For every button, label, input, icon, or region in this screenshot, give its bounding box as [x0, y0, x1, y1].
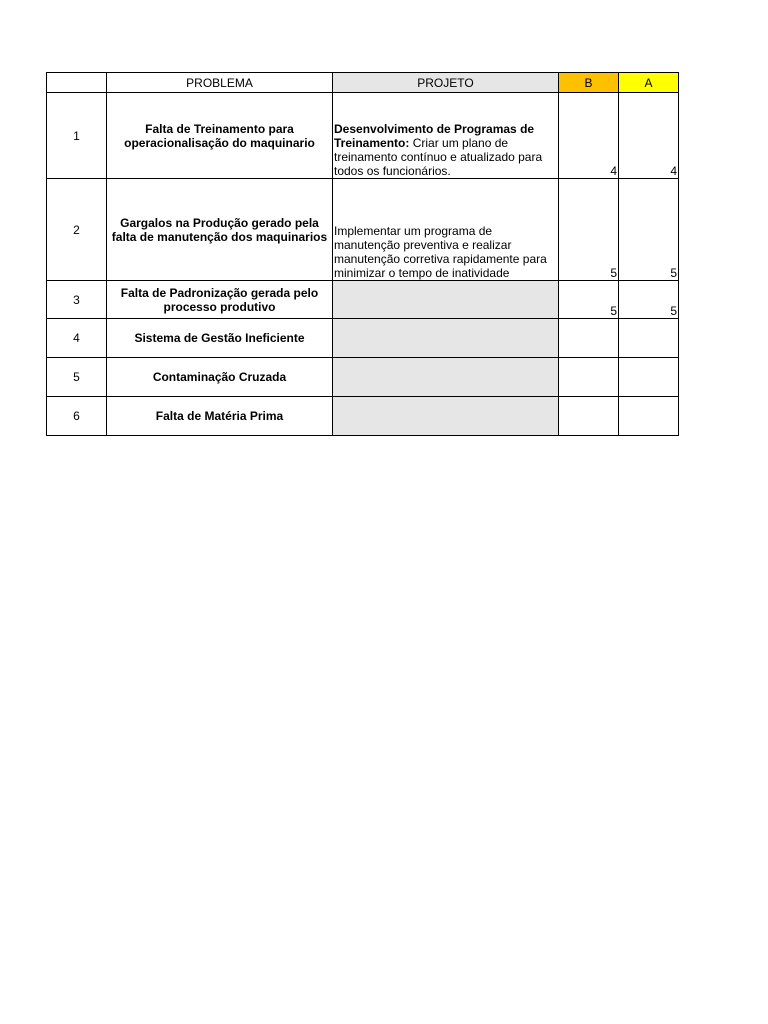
row-number-cell[interactable]: 6: [47, 397, 107, 436]
project-title-text: Desenvolvimento de Programas de Treinamento:: [334, 122, 535, 150]
score-a-cell[interactable]: [619, 397, 679, 436]
row-number-cell[interactable]: 3: [47, 281, 107, 319]
problem-cell[interactable]: Sistema de Gestão Ineficiente: [107, 319, 333, 358]
table-row: [47, 281, 679, 319]
row-number-cell[interactable]: 4: [47, 319, 107, 358]
score-b-cell[interactable]: [559, 358, 619, 397]
row-number-cell[interactable]: 5: [47, 358, 107, 397]
score-a-cell[interactable]: [619, 358, 679, 397]
score-b-cell[interactable]: [559, 319, 619, 358]
score-b-cell[interactable]: 5: [559, 179, 619, 281]
table-row: [47, 319, 679, 358]
score-a-cell[interactable]: [619, 319, 679, 358]
score-b-cell[interactable]: [559, 397, 619, 436]
problem-cell[interactable]: Gargalos na Produção gerado pela falta de manutenção dos maquinarios: [107, 179, 333, 281]
project-cell[interactable]: [333, 93, 559, 179]
table-row: [47, 397, 679, 436]
table-row: [47, 93, 679, 179]
row-number-cell[interactable]: 2: [47, 179, 107, 281]
spreadsheet-table: [46, 72, 679, 436]
project-cell[interactable]: [333, 358, 559, 397]
project-cell[interactable]: [333, 179, 559, 281]
problem-cell[interactable]: Falta de Matéria Prima: [107, 397, 333, 436]
score-b-cell[interactable]: 5: [559, 281, 619, 319]
header-cell-b[interactable]: B: [559, 73, 619, 93]
table-row: [47, 179, 679, 281]
problem-cell[interactable]: Falta de Padronização gerada pelo processo produtivo: [107, 281, 333, 319]
score-b-cell[interactable]: 4: [559, 93, 619, 179]
header-row: [47, 73, 679, 93]
header-cell-problema[interactable]: PROBLEMA: [107, 73, 333, 93]
header-cell-projeto[interactable]: PROJETO: [333, 73, 559, 93]
project-cell[interactable]: [333, 397, 559, 436]
header-cell-a[interactable]: A: [619, 73, 679, 93]
table-row: [47, 358, 679, 397]
score-a-cell[interactable]: 5: [619, 179, 679, 281]
problem-cell[interactable]: Falta de Treinamento para operacionalisação do maquinario: [107, 93, 333, 179]
project-cell[interactable]: [333, 319, 559, 358]
project-description-text: Criar um plano de treinamento contínuo e atualizado para todos os funcionários.: [334, 136, 543, 178]
project-cell[interactable]: [333, 281, 559, 319]
row-number-cell[interactable]: 1: [47, 93, 107, 179]
project-description-text: Implementar um programa de manutenção preventiva e realizar manutenção corretiva rapidamente para minimizar o tempo de inatividade: [334, 224, 547, 280]
score-a-cell[interactable]: 5: [619, 281, 679, 319]
score-a-cell[interactable]: 4: [619, 93, 679, 179]
problem-cell[interactable]: Contaminação Cruzada: [107, 358, 333, 397]
header-cell-num[interactable]: [47, 73, 107, 93]
